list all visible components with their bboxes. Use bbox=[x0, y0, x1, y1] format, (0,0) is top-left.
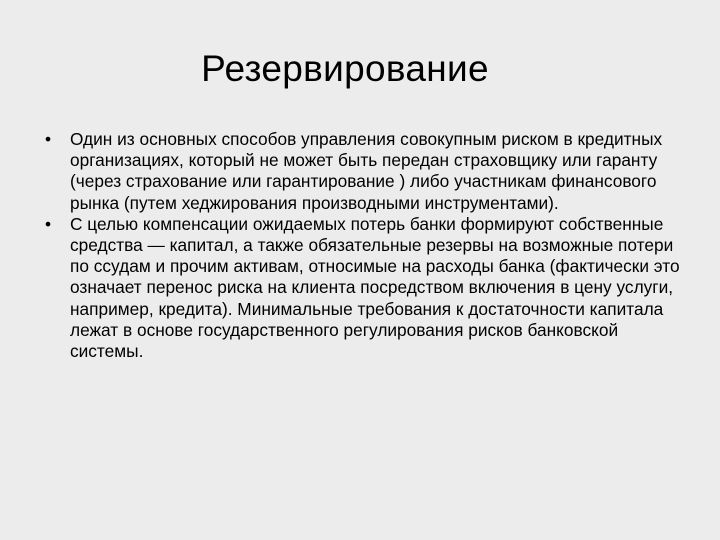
bullet-text: Один из основных способов управления совокупным риском в кредитных организациях, который не может быть передан страховщику или гаранту (через страхование или гарантирование ) либо участникам финансового рынка (путем хеджирования производными инструментами). bbox=[70, 129, 663, 213]
bullet-list bbox=[36, 129, 686, 362]
bullet-item bbox=[36, 129, 686, 214]
bullet-icon: • bbox=[44, 129, 52, 149]
slide-title: Резервирование bbox=[201, 48, 489, 89]
bullet-icon: • bbox=[44, 213, 52, 234]
bullet-item bbox=[36, 214, 686, 362]
bullet-text: С целью компенсации ожидаемых потерь банки формируют собственные средства — капитал, а также обязательные резервы на возможные потери по ссудам и прочим активам, относимые на расходы банка (фактически это означает перенос риска на клиента посредством включения в цену услуги, например, кредита). Минимальные требования к достаточности капитала лежат в основе государственного регулирования рисков банковской системы. bbox=[70, 213, 680, 362]
